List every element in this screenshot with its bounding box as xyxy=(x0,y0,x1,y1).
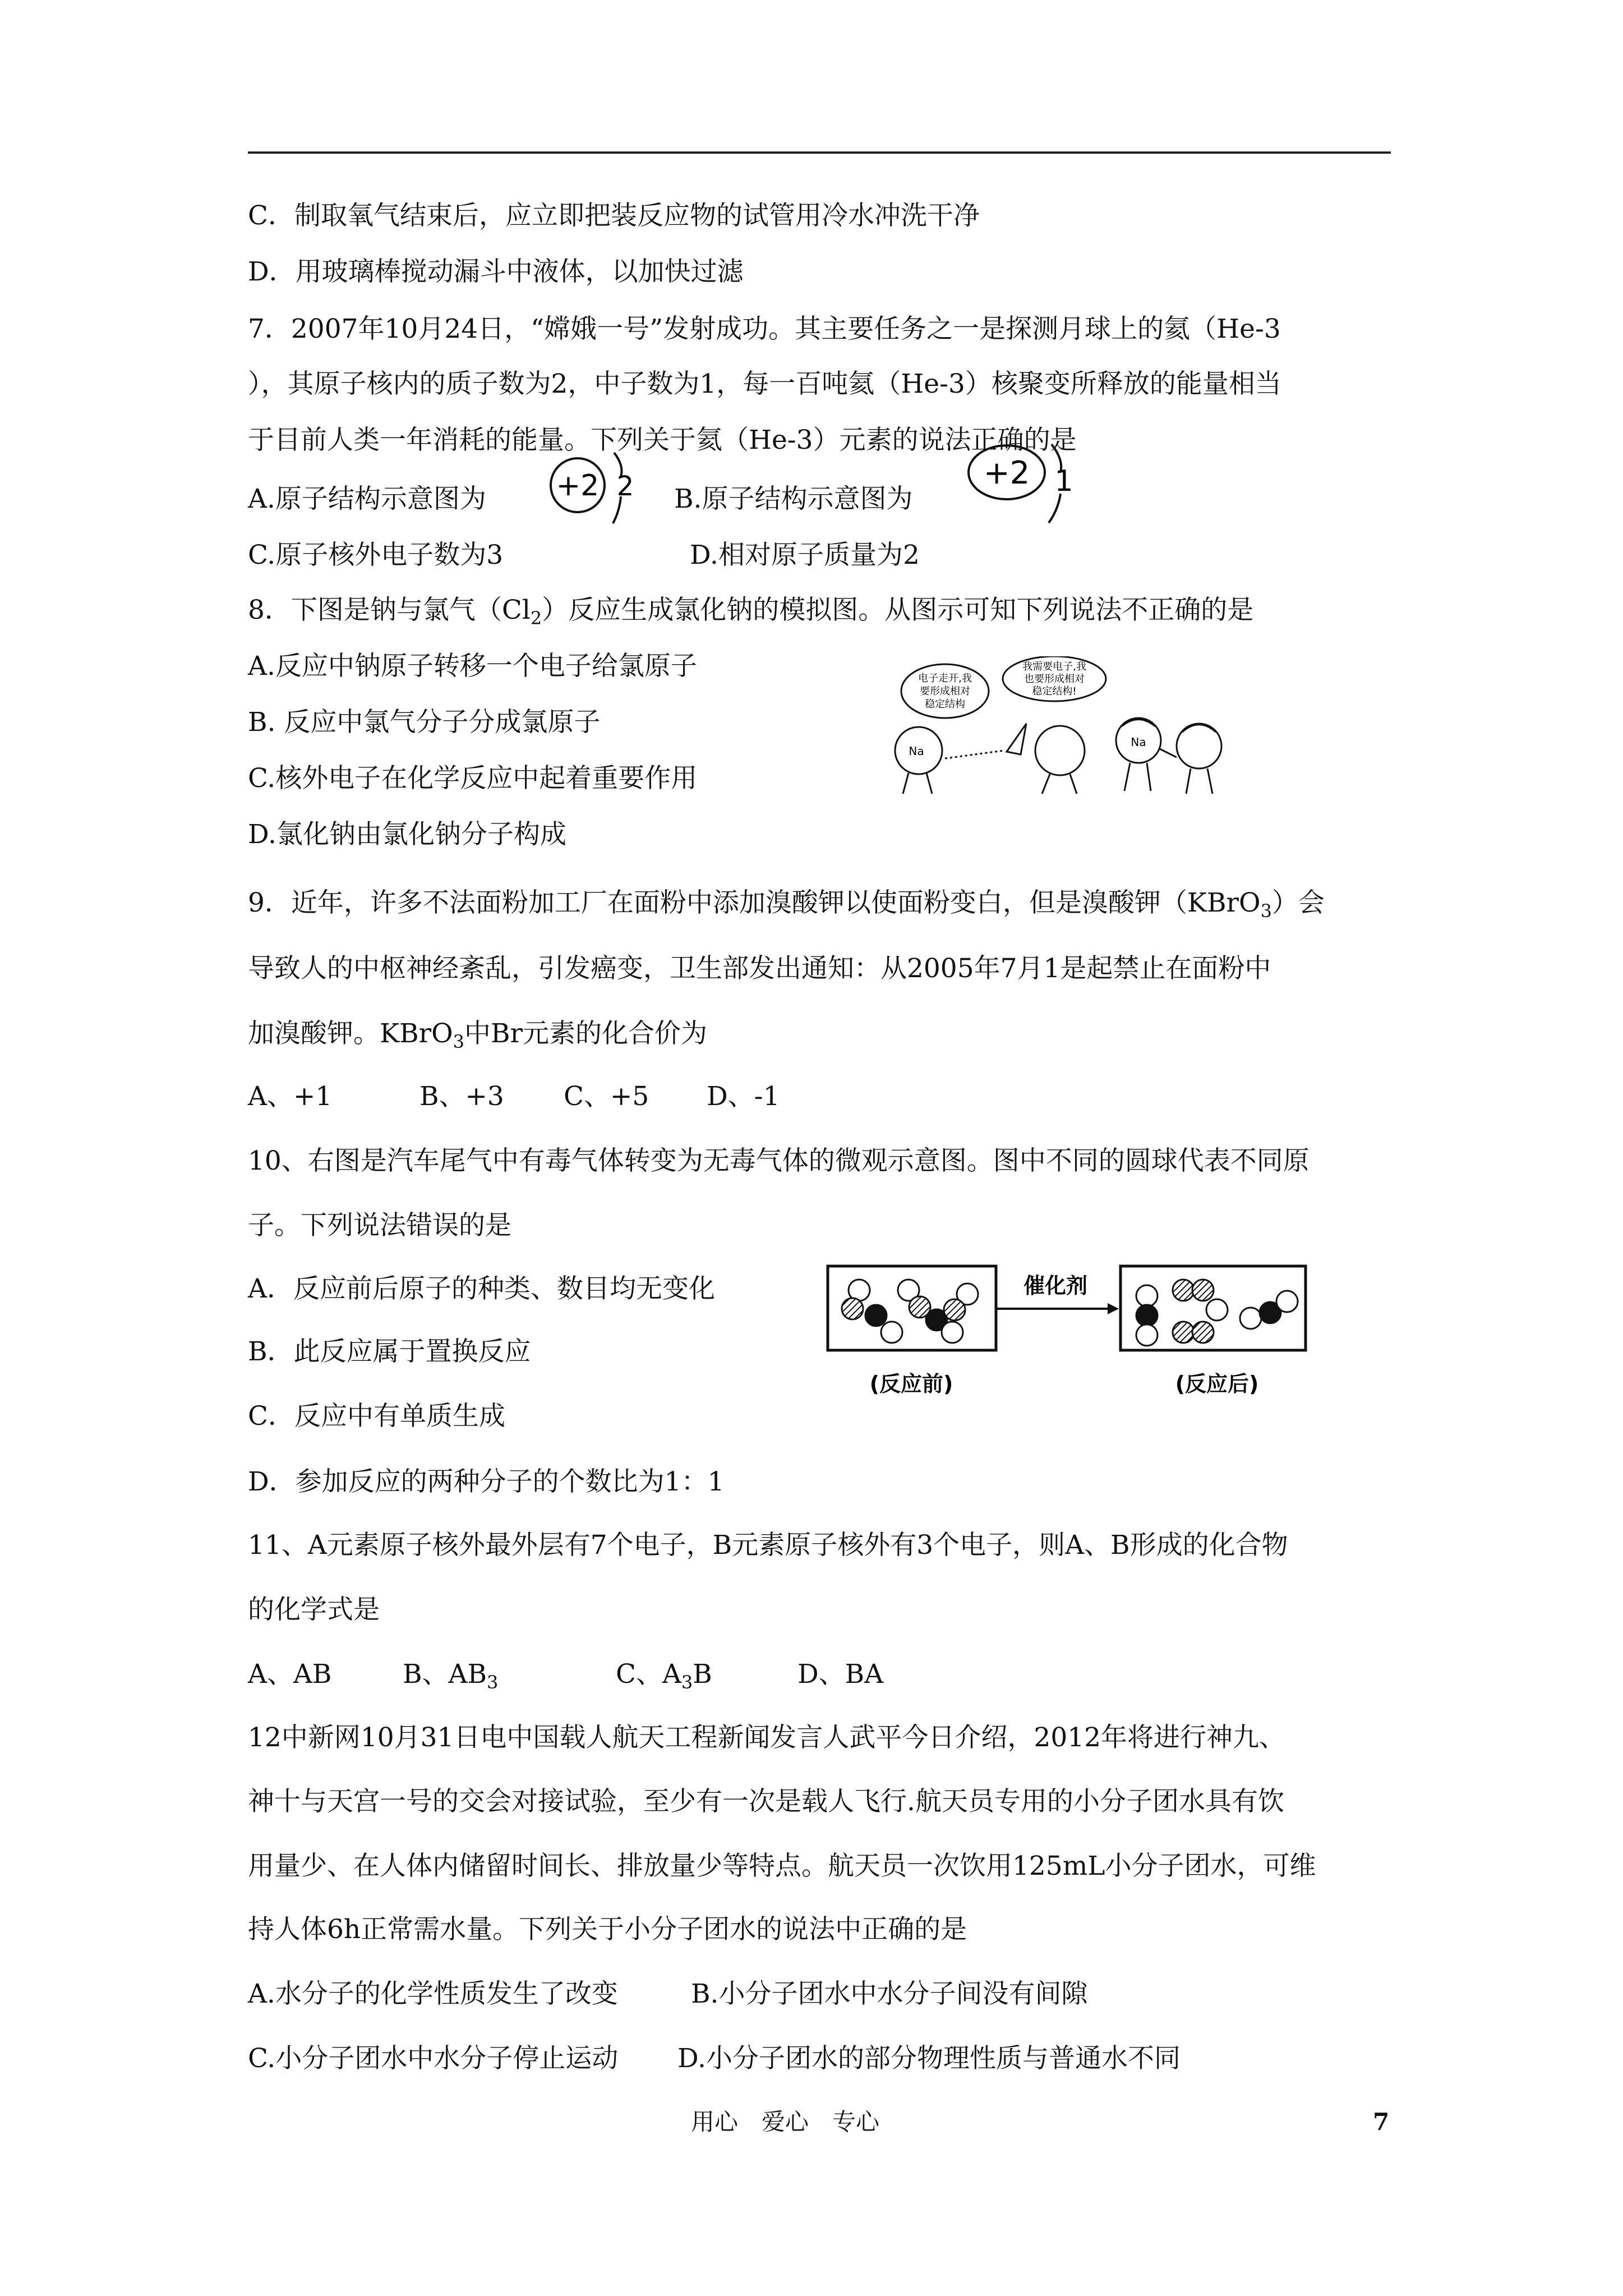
q11-optb-a: B、AB xyxy=(403,1659,487,1690)
q8-na-label: Na xyxy=(909,744,924,758)
q8-option-b: B. 反应中氯气分子分成氯原子 xyxy=(248,707,601,738)
q9-stem1-end: ）会 xyxy=(1271,887,1325,918)
q9-stem3-subscript: 3 xyxy=(453,1031,465,1052)
q6-option-c: C．制取氧气结束后，应立即把装反应物的试管用冷水冲洗干净 xyxy=(248,200,980,231)
q8-option-c: C.核外电子在化学反应中起着重要作用 xyxy=(248,763,698,794)
q8-sodium-chlorine-cartoon xyxy=(892,656,1251,808)
q9-stem-line1 xyxy=(248,886,1325,928)
q7-option-c: C.原子核外电子数为3 xyxy=(248,540,504,570)
q8-bubble1-line3: 稳定结构 xyxy=(925,698,965,710)
q11-optc-a: C、A xyxy=(616,1659,681,1690)
q10-option-b: B．此反应属于置换反应 xyxy=(248,1336,531,1367)
q11-optc-subscript: 3 xyxy=(681,1672,693,1693)
header-rule xyxy=(248,151,1391,154)
q10-option-a: A．反应前后原子的种类、数目均无变化 xyxy=(248,1273,715,1304)
q8-bubble2-line3: 稳定结构! xyxy=(1032,685,1077,697)
q9-stem3-b: 中Br元素的化合价为 xyxy=(464,1018,708,1049)
q8-stem-b: ）反应生成氯化钠的模拟图。从图示可知下列说法不正确的是 xyxy=(542,595,1254,625)
q12-option-a: A.水分子的化学性质发生了改变 xyxy=(248,1978,618,2009)
q12-stem-line4: 持人体6h正常需水量。下列关于小分子团水的说法中正确的是 xyxy=(248,1914,967,1945)
q10-option-d: D．参加反应的两种分子的个数比为1：1 xyxy=(248,1466,725,1497)
q9-stem3-a: 加溴酸钾。KBrO xyxy=(248,1018,453,1049)
q9-stem-line2: 导致人的中枢神经紊乱，引发癌变，卫生部发出通知：从2005年7月1是起禁止在面粉中 xyxy=(248,953,1271,984)
q7-diagram-a-electrons: 2 xyxy=(616,471,634,502)
q7-diagram-b-nucleus: +2 xyxy=(983,455,1030,491)
q8-stem xyxy=(248,593,1253,635)
q8-bubble2-line1: 我需要电子,我 xyxy=(1022,661,1086,673)
q9-option-d: D、-1 xyxy=(707,1081,780,1112)
q10-option-c: C．反应中有单质生成 xyxy=(248,1401,505,1432)
q7-stem-line2: ），其原子核内的质子数为2，中子数为1，每一百吨氦（He-3）核聚变所释放的能量相当 xyxy=(248,369,1281,399)
q9-option-c: C、+5 xyxy=(564,1081,649,1112)
footer-slogan: 用心 爱心 专心 xyxy=(691,2108,880,2136)
q9-stem1-subscript: 3 xyxy=(1260,900,1272,922)
q11-optb-subscript: 3 xyxy=(487,1672,499,1693)
q10-stem-line2: 子。下列说法错误的是 xyxy=(248,1210,511,1241)
q7-stem-line1: 7．2007年10月24日，“嫦娥一号”发射成功。其主要任务之一是探测月球上的氦（He-3 xyxy=(248,314,1281,344)
q7-diagram-b-electrons: 1 xyxy=(1054,464,1073,498)
q7-atom-diagram-b xyxy=(962,438,1074,527)
q8-option-a: A.反应中钠原子转移一个电子给氯原子 xyxy=(248,651,697,682)
q8-bubble2-line2: 也要形成相对 xyxy=(1024,673,1085,685)
q7-diagram-a-nucleus: +2 xyxy=(556,469,600,503)
q10-label-before: (反应前) xyxy=(869,1372,953,1396)
q7-atom-diagram-a xyxy=(547,446,648,530)
q12-option-b: B.小分子团水中水分子间没有间隙 xyxy=(691,1978,1088,2009)
q11-option-b xyxy=(403,1658,498,1699)
q12-option-d: D.小分子团水的部分物理性质与普通水不同 xyxy=(677,2043,1181,2074)
q8-bubble1-line1: 电子走开,我 xyxy=(918,673,972,684)
q8-stem-subscript: 2 xyxy=(530,608,542,629)
q7-option-b: B.原子结构示意图为 xyxy=(674,484,913,514)
q11-option-a: A、AB xyxy=(248,1659,332,1690)
q9-option-b: B、+3 xyxy=(419,1081,504,1112)
q10-label-after: (反应后) xyxy=(1175,1372,1259,1396)
q7-option-d: D.相对原子质量为2 xyxy=(690,540,920,570)
q12-stem-line2: 神十与天宫一号的交会对接试验，至少有一次是载人飞行.航天员专用的小分子团水具有饮 xyxy=(248,1786,1284,1817)
q11-optc-b: B xyxy=(693,1659,712,1690)
q11-stem-line2: 的化学式是 xyxy=(248,1594,380,1625)
q10-stem-line1: 10、右图是汽车尾气中有毒气体转变为无毒气体的微观示意图。图中不同的圆球代表不同原 xyxy=(248,1145,1310,1176)
q6-option-d: D．用玻璃棒搅动漏斗中液体，以加快过滤 xyxy=(248,256,744,287)
q7-stem-line3: 于目前人类一年消耗的能量。下列关于氦（He-3）元素的说法正确的是 xyxy=(248,425,1077,455)
q12-option-c: C.小分子团水中水分子停止运动 xyxy=(248,2043,619,2074)
q12-stem-line3: 用量少、在人体内储留时间长、排放量少等特点。航天员一次饮用125mL小分子团水，可维 xyxy=(248,1851,1316,1881)
q11-stem-line1: 11、A元素原子核外最外层有7个电子，B元素原子核外有3个电子，则A、B形成的化合物 xyxy=(248,1530,1288,1561)
q12-stem-line1: 12中新网10月31日电中国载人航天工程新闻发言人武平今日介绍，2012年将进行神九、 xyxy=(248,1722,1286,1753)
page-number: 7 xyxy=(1373,2108,1390,2136)
q11-option-d: D、BA xyxy=(797,1659,884,1690)
q8-bubble1-line2: 要形成相对 xyxy=(920,685,970,697)
q7-option-a: A.原子结构示意图为 xyxy=(248,484,486,514)
q8-stem-a: 8．下图是钠与氯气（Cl xyxy=(248,595,531,625)
q10-reaction-diagram xyxy=(824,1259,1318,1405)
q8-option-d: D.氯化钠由氯化钠分子构成 xyxy=(248,819,566,850)
q11-option-c xyxy=(616,1658,712,1699)
q9-option-a: A、+1 xyxy=(248,1081,333,1112)
q10-catalyst-label: 催化剂 xyxy=(1023,1273,1088,1298)
q9-stem-line3 xyxy=(248,1017,707,1059)
q8-na-ion-label: Na xyxy=(1131,735,1146,749)
q9-stem1-a: 9．近年，许多不法面粉加工厂在面粉中添加溴酸钾以使面粉变白，但是溴酸钾（KBrO xyxy=(248,887,1261,918)
